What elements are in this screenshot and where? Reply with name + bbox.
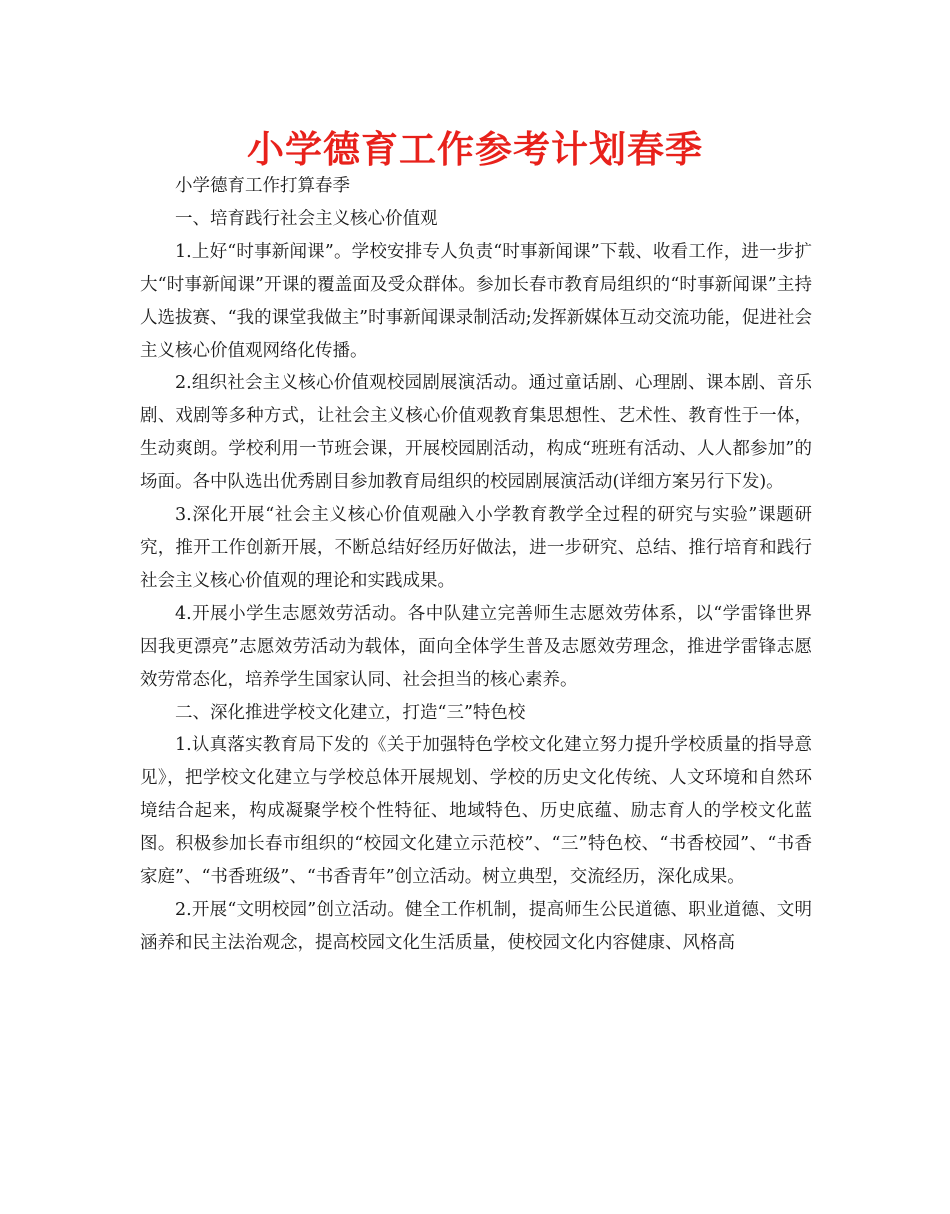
paragraph-section-2-heading: 二、深化推进学校文化建立，打造“三”特色校 (175, 702, 526, 723)
paragraph-1-3: 3.深化开展“社会主义核心价值观融入小学教育教学全过程的研究与实验”课题研究，推开工作创新开展，不断总结好经历好做法，进一步研究、总结、推行培育和践行社会主义核心价值观的理论和实践成果。 (140, 505, 812, 591)
paragraph-subtitle: 小学德育工作打算春季 (175, 176, 350, 196)
paragraph-1-1: 1.上好“时事新闻课”。学校安排专人负责“时事新闻课”下载、收看工作，进一步扩大“时事新闻课”开课的覆盖面及受众群体。参加长春市教育局组织的“时事新闻课”主持人选拔赛、“我的课堂我做主”时事新闻课录制活动;发挥新媒体互动交流功能，促进社会主义核心价值观网络化传播。 (140, 241, 812, 361)
paragraph-2-2: 2.开展“文明校园”创立活动。健全工作机制，提高师生公民道德、职业道德、文明涵养和民主法治观念，提高校园文化生活质量，使校园文化内容健康、风格高 (140, 899, 812, 953)
paragraph-2-1: 1.认真落实教育局下发的《关于加强特色学校文化建立努力提升学校质量的指导意见》，把学校文化建立与学校总体开展规划、学校的历史文化传统、人文环境和自然环境结合起来，构成凝聚学校个性特征、地域特色、历史底蕴、励志育人的学校文化蓝图。积极参加长春市组织的“校园文化建立示范校”、“三”特色校、“书香校园”、“书香家庭”、“书香班级”、“书香青年”创立活动。树立典型，交流经历，深化成果。 (140, 735, 812, 888)
paragraph-section-1-heading: 一、培育践行社会主义核心价值观 (175, 208, 438, 229)
paragraph-1-4: 4.开展小学生志愿效劳活动。各中队建立完善师生志愿效劳体系，以“学雷锋世界因我更漂亮”志愿效劳活动为载体，面向全体学生普及志愿效劳理念，推进学雷锋志愿效劳常态化，培养学生国家认同、社会担当的核心素养。 (140, 603, 812, 690)
document-title: 小学德育工作参考计划春季 (247, 128, 703, 171)
document-body (140, 170, 812, 960)
paragraph-1-2: 2.组织社会主义核心价值观校园剧展演活动。通过童话剧、心理剧、课本剧、音乐剧、戏剧等多种方式，让社会主义核心价值观教育集思想性、艺术性、教育性于一体，生动爽朗。学校利用一节班会课，开展校园剧活动，构成“班班有活动、人人都参加”的场面。各中队选出优秀剧目参加教育局组织的校园剧展演活动(详细方案另行下发)。 (140, 373, 812, 493)
